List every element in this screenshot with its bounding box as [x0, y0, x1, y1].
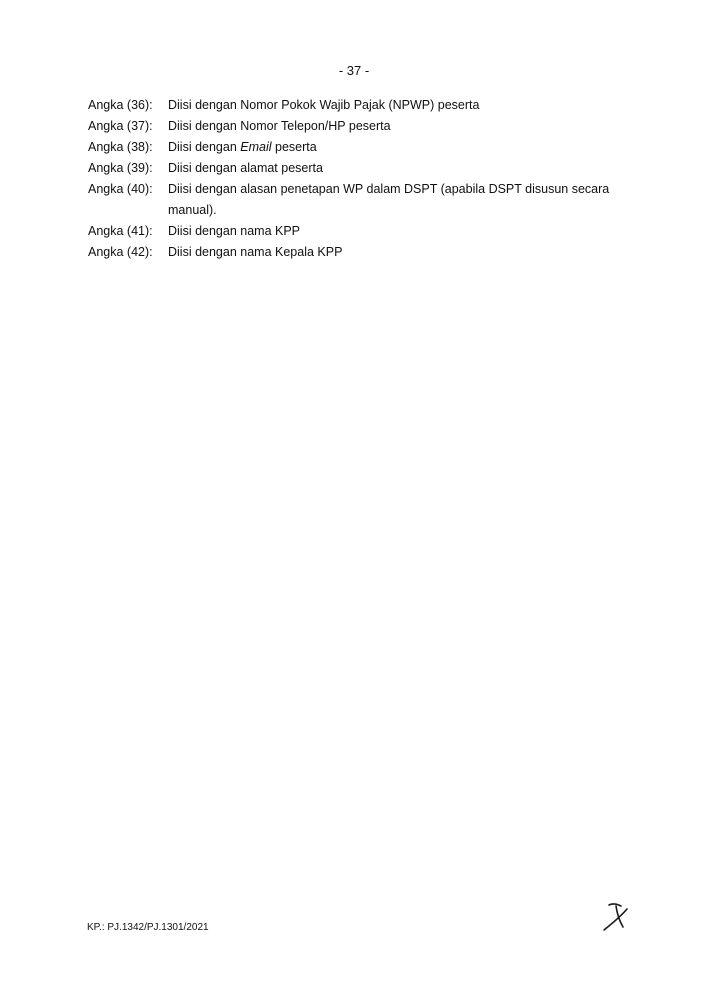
handwritten-initial-icon — [600, 900, 640, 934]
document-code: KP.: PJ.1342/PJ.1301/2021 — [87, 922, 209, 933]
page-number: - 37 - — [338, 63, 370, 78]
entry-text: Diisi dengan alasan penetapan WP dalam DSPT (apabila DSPT disusun secara manual). — [168, 182, 610, 217]
entry-text: Diisi dengan nama KPP — [168, 224, 301, 238]
entry-label: Angka (42): — [88, 245, 153, 259]
entry-text: Diisi dengan nama Kepala KPP — [168, 245, 343, 259]
list-item — [88, 221, 628, 242]
entry-label: Angka (36): — [88, 98, 153, 112]
list-item — [88, 95, 628, 116]
list-item — [88, 179, 628, 221]
entry-text: Diisi dengan Nomor Pokok Wajib Pajak (NPWP) peserta — [168, 98, 480, 112]
entry-emphasis: Email — [240, 140, 272, 154]
list-item — [88, 158, 628, 179]
entry-list — [88, 95, 628, 263]
entry-text: Diisi dengan Nomor Telepon/HP peserta — [168, 119, 391, 133]
entry-label: Angka (39): — [88, 161, 153, 175]
entry-label: Angka (40): — [88, 182, 153, 196]
entry-text: Diisi dengan alamat peserta — [168, 161, 323, 175]
entry-text: Diisi dengan Email peserta — [168, 140, 317, 154]
entry-label: Angka (41): — [88, 224, 153, 238]
list-item — [88, 242, 628, 263]
list-item — [88, 116, 628, 137]
entry-label: Angka (38): — [88, 140, 153, 154]
entry-label: Angka (37): — [88, 119, 153, 133]
list-item — [88, 137, 628, 158]
